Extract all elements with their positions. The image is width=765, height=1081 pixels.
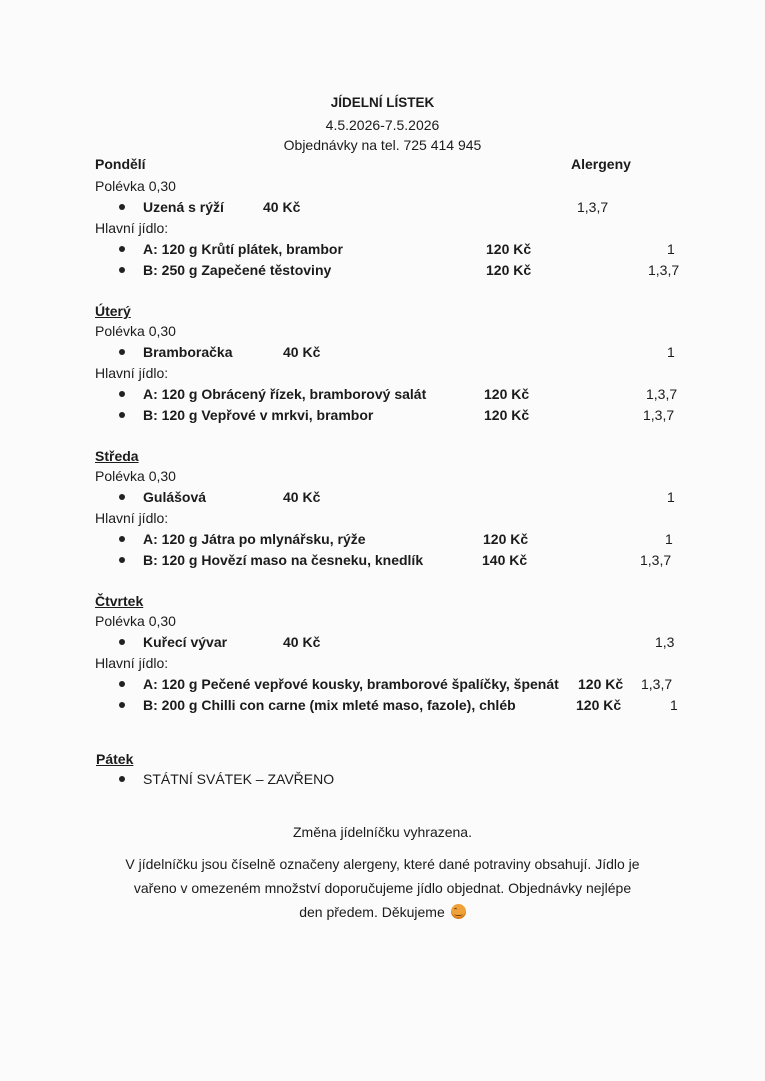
main-dish-price: 120 Kč bbox=[486, 241, 532, 257]
bullet-icon bbox=[119, 267, 125, 273]
main-dish-allergens: 1 bbox=[665, 531, 673, 547]
main-dish-name: A: 120 g Pečené vepřové kousky, bramborové špalíčky, špenát bbox=[143, 676, 559, 692]
main-dish-allergens: 1,3,7 bbox=[646, 386, 678, 402]
bullet-icon bbox=[119, 246, 125, 252]
bullet-icon bbox=[119, 204, 125, 210]
main-label: Hlavní jídlo: bbox=[95, 655, 169, 671]
main-label: Hlavní jídlo: bbox=[95, 365, 169, 381]
soup-name: Kuřecí vývar bbox=[143, 634, 228, 650]
menu-title: JÍDELNÍ LÍSTEK bbox=[330, 95, 435, 110]
footer-line-1: V jídelníčku jsou číselně označeny alergeny, které dané potraviny obsahují. Jídlo je bbox=[125, 856, 640, 872]
main-dish-name: A: 120 g Obrácený řízek, bramborový salát bbox=[143, 386, 427, 402]
main-dish-price: 120 Kč bbox=[484, 386, 530, 402]
soup-label: Polévka 0,30 bbox=[95, 468, 176, 484]
soup-price: 40 Kč bbox=[263, 199, 301, 215]
main-dish-allergens: 1,3,7 bbox=[640, 552, 672, 568]
soup-allergens: 1,3 bbox=[655, 634, 675, 650]
main-dish-name: B: 200 g Chilli con carne (mix mleté maso, fazole), chléb bbox=[143, 697, 516, 713]
main-dish-name: B: 120 g Hovězí maso na česneku, knedlík bbox=[143, 552, 424, 568]
bullet-icon bbox=[119, 557, 125, 563]
allergens-header: Alergeny bbox=[571, 156, 631, 172]
main-dish-price: 120 Kč bbox=[486, 262, 532, 278]
bullet-icon bbox=[119, 702, 125, 708]
soup-allergens: 1 bbox=[667, 344, 675, 360]
menu-dates: 4.5.2026-7.5.2026 bbox=[325, 117, 440, 133]
soup-allergens: 1,3,7 bbox=[577, 199, 609, 215]
footer-line-3-wrap bbox=[0, 900, 765, 924]
change-note: Změna jídelníčku vyhrazena. bbox=[293, 824, 472, 840]
bullet-icon bbox=[119, 776, 125, 782]
day-heading-thursday: Čtvrtek bbox=[95, 593, 144, 609]
main-label: Hlavní jídlo: bbox=[95, 510, 169, 526]
smiley-face-icon bbox=[451, 904, 466, 919]
bullet-icon bbox=[119, 412, 125, 418]
main-dish-price: 120 Kč bbox=[484, 407, 530, 423]
soup-price: 40 Kč bbox=[283, 634, 321, 650]
day-heading-monday: Pondělí bbox=[95, 156, 146, 172]
order-phone: Objednávky na tel. 725 414 945 bbox=[283, 137, 482, 153]
bullet-icon bbox=[119, 349, 125, 355]
main-dish-allergens: 1 bbox=[667, 241, 675, 257]
soup-name: Bramboračka bbox=[143, 344, 233, 360]
bullet-icon bbox=[119, 494, 125, 500]
main-dish-allergens: 1,3,7 bbox=[648, 262, 680, 278]
day-heading-tuesday: Úterý bbox=[95, 303, 131, 319]
footer-line-3: den předem. Děkujeme bbox=[299, 904, 445, 920]
soup-name: Gulášová bbox=[143, 489, 207, 505]
soup-price: 40 Kč bbox=[283, 489, 321, 505]
main-dish-name: A: 120 g Krůtí plátek, brambor bbox=[143, 241, 343, 257]
main-dish-allergens: 1,3,7 bbox=[641, 676, 673, 692]
soup-price: 40 Kč bbox=[283, 344, 321, 360]
soup-label: Polévka 0,30 bbox=[95, 178, 176, 194]
bullet-icon bbox=[119, 391, 125, 397]
soup-label: Polévka 0,30 bbox=[95, 323, 176, 339]
main-dish-price: 120 Kč bbox=[576, 697, 622, 713]
main-dish-allergens: 1 bbox=[670, 697, 678, 713]
main-dish-name: B: 120 g Vepřové v mrkvi, brambor bbox=[143, 407, 374, 423]
soup-name: Uzená s rýží bbox=[143, 199, 224, 215]
closed-note: STÁTNÍ SVÁTEK – ZAVŘENO bbox=[143, 771, 335, 787]
day-heading-friday: Pátek bbox=[96, 751, 134, 767]
main-dish-price: 120 Kč bbox=[483, 531, 529, 547]
bullet-icon bbox=[119, 639, 125, 645]
main-dish-name: B: 250 g Zapečené těstoviny bbox=[143, 262, 332, 278]
main-dish-name: A: 120 g Játra po mlynářsku, rýže bbox=[143, 531, 366, 547]
day-heading-wednesday: Středa bbox=[95, 448, 139, 464]
soup-allergens: 1 bbox=[667, 489, 675, 505]
bullet-icon bbox=[119, 536, 125, 542]
main-dish-price: 140 Kč bbox=[482, 552, 528, 568]
footer-line-2: vařeno v omezeném množství doporučujeme jídlo objednat. Objednávky nejlépe bbox=[133, 880, 632, 896]
main-dish-allergens: 1,3,7 bbox=[643, 407, 675, 423]
main-dish-price: 120 Kč bbox=[578, 676, 624, 692]
soup-label: Polévka 0,30 bbox=[95, 613, 176, 629]
main-label: Hlavní jídlo: bbox=[95, 220, 169, 236]
bullet-icon bbox=[119, 681, 125, 687]
